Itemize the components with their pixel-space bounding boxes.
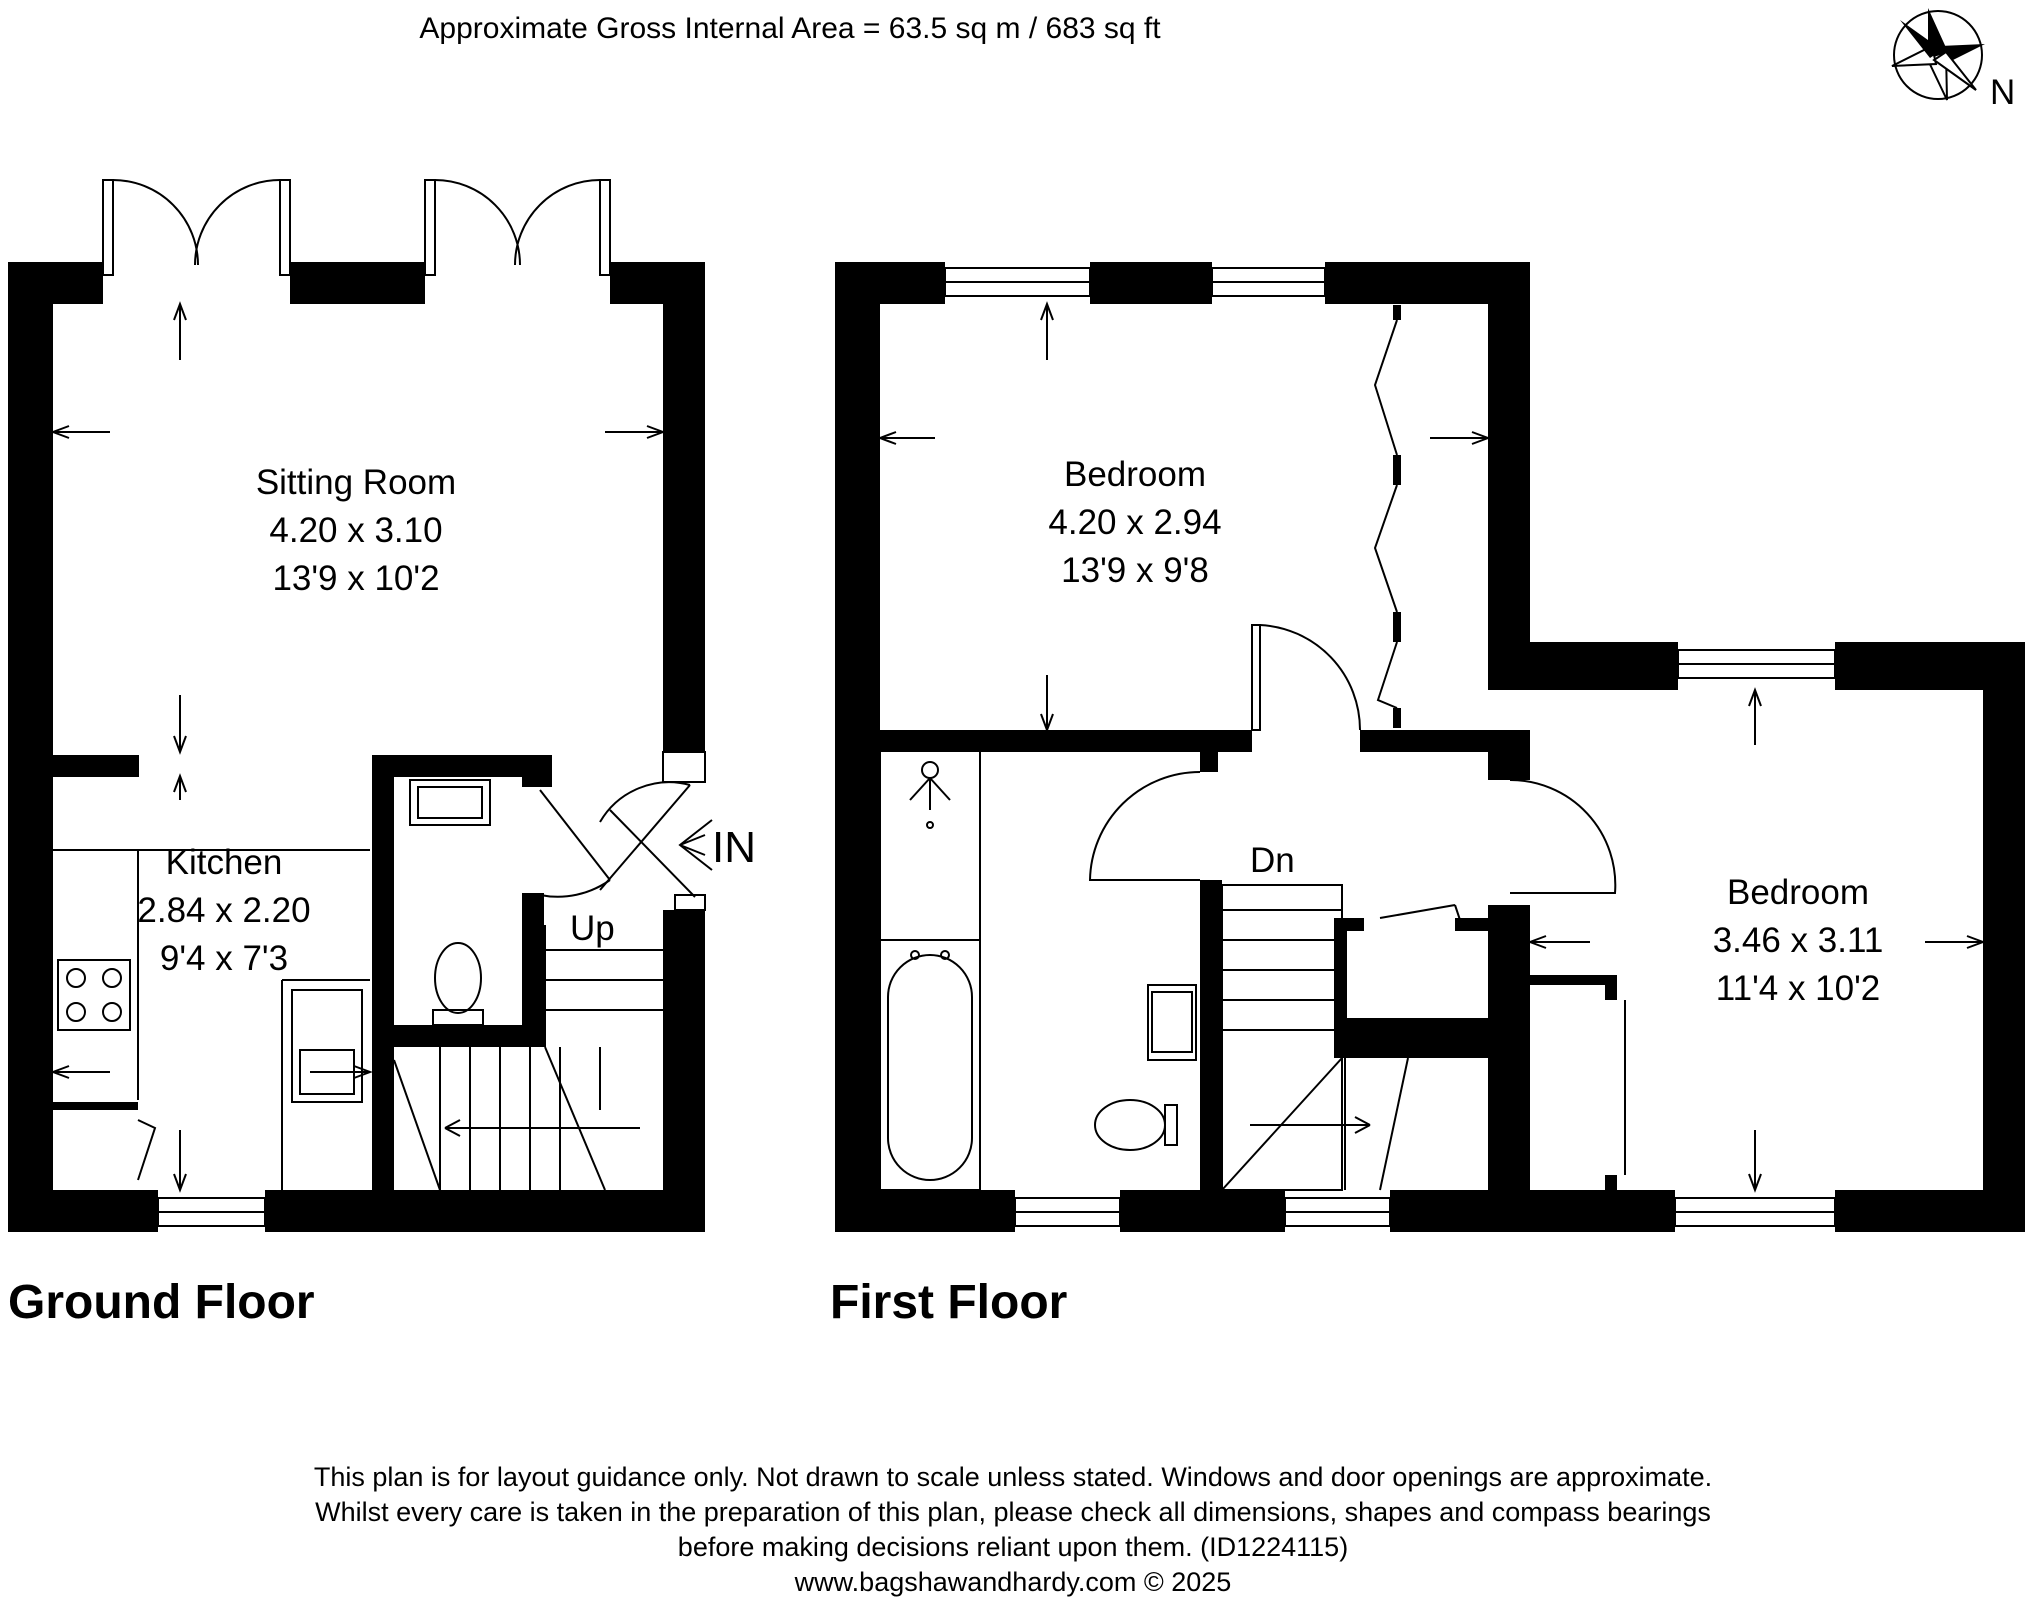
ground-stair-label: Up [570,909,615,948]
first-floor-title: First Floor [830,1276,1068,1329]
ground-floor-plan [8,180,756,1232]
entrance-label: IN [712,823,756,872]
sitting-room-name: Sitting Room [255,463,457,502]
bedroom-2-name: Bedroom [1726,873,1870,912]
compass-icon [1892,8,2015,112]
bedroom-1-imperial: 13'9 x 9'8 [1061,551,1209,590]
bedroom-1-metric: 4.20 x 2.94 [1048,503,1222,542]
disclaimer-line-3: before making decisions reliant upon them. (ID1224115) [677,1532,1349,1562]
first-floor-plan [835,262,2025,1232]
sitting-room-metric: 4.20 x 3.10 [269,511,443,550]
kitchen-name: Kitchen [165,843,283,882]
kitchen-imperial: 9'4 x 7'3 [159,939,289,978]
disclaimer [0,1460,2026,1600]
first-stair-label: Dn [1250,841,1295,880]
gross-internal-area: Approximate Gross Internal Area = 63.5 sq m / 683 sq ft [419,12,1161,45]
disclaimer-line-2: Whilst every care is taken in the preparation of this plan, please check all dimensions, shapes and compass bearings [315,1497,1711,1527]
compass-north-label: N [1990,73,2016,112]
bedroom-1-name: Bedroom [1063,455,1207,494]
sitting-room-imperial: 13'9 x 10'2 [272,559,440,598]
website-credit: www.bagshawandhardy.com © 2025 [794,1567,1232,1597]
kitchen-metric: 2.84 x 2.20 [137,891,311,930]
bedroom-2-metric: 3.46 x 3.11 [1712,921,1884,960]
shower-icon [910,762,950,828]
disclaimer-line-1: This plan is for layout guidance only. Not drawn to scale unless stated. Windows and door openings are approximate. [313,1462,1713,1492]
ground-floor-title: Ground Floor [8,1276,315,1329]
bedroom-2-imperial: 11'4 x 10'2 [1715,969,1881,1008]
